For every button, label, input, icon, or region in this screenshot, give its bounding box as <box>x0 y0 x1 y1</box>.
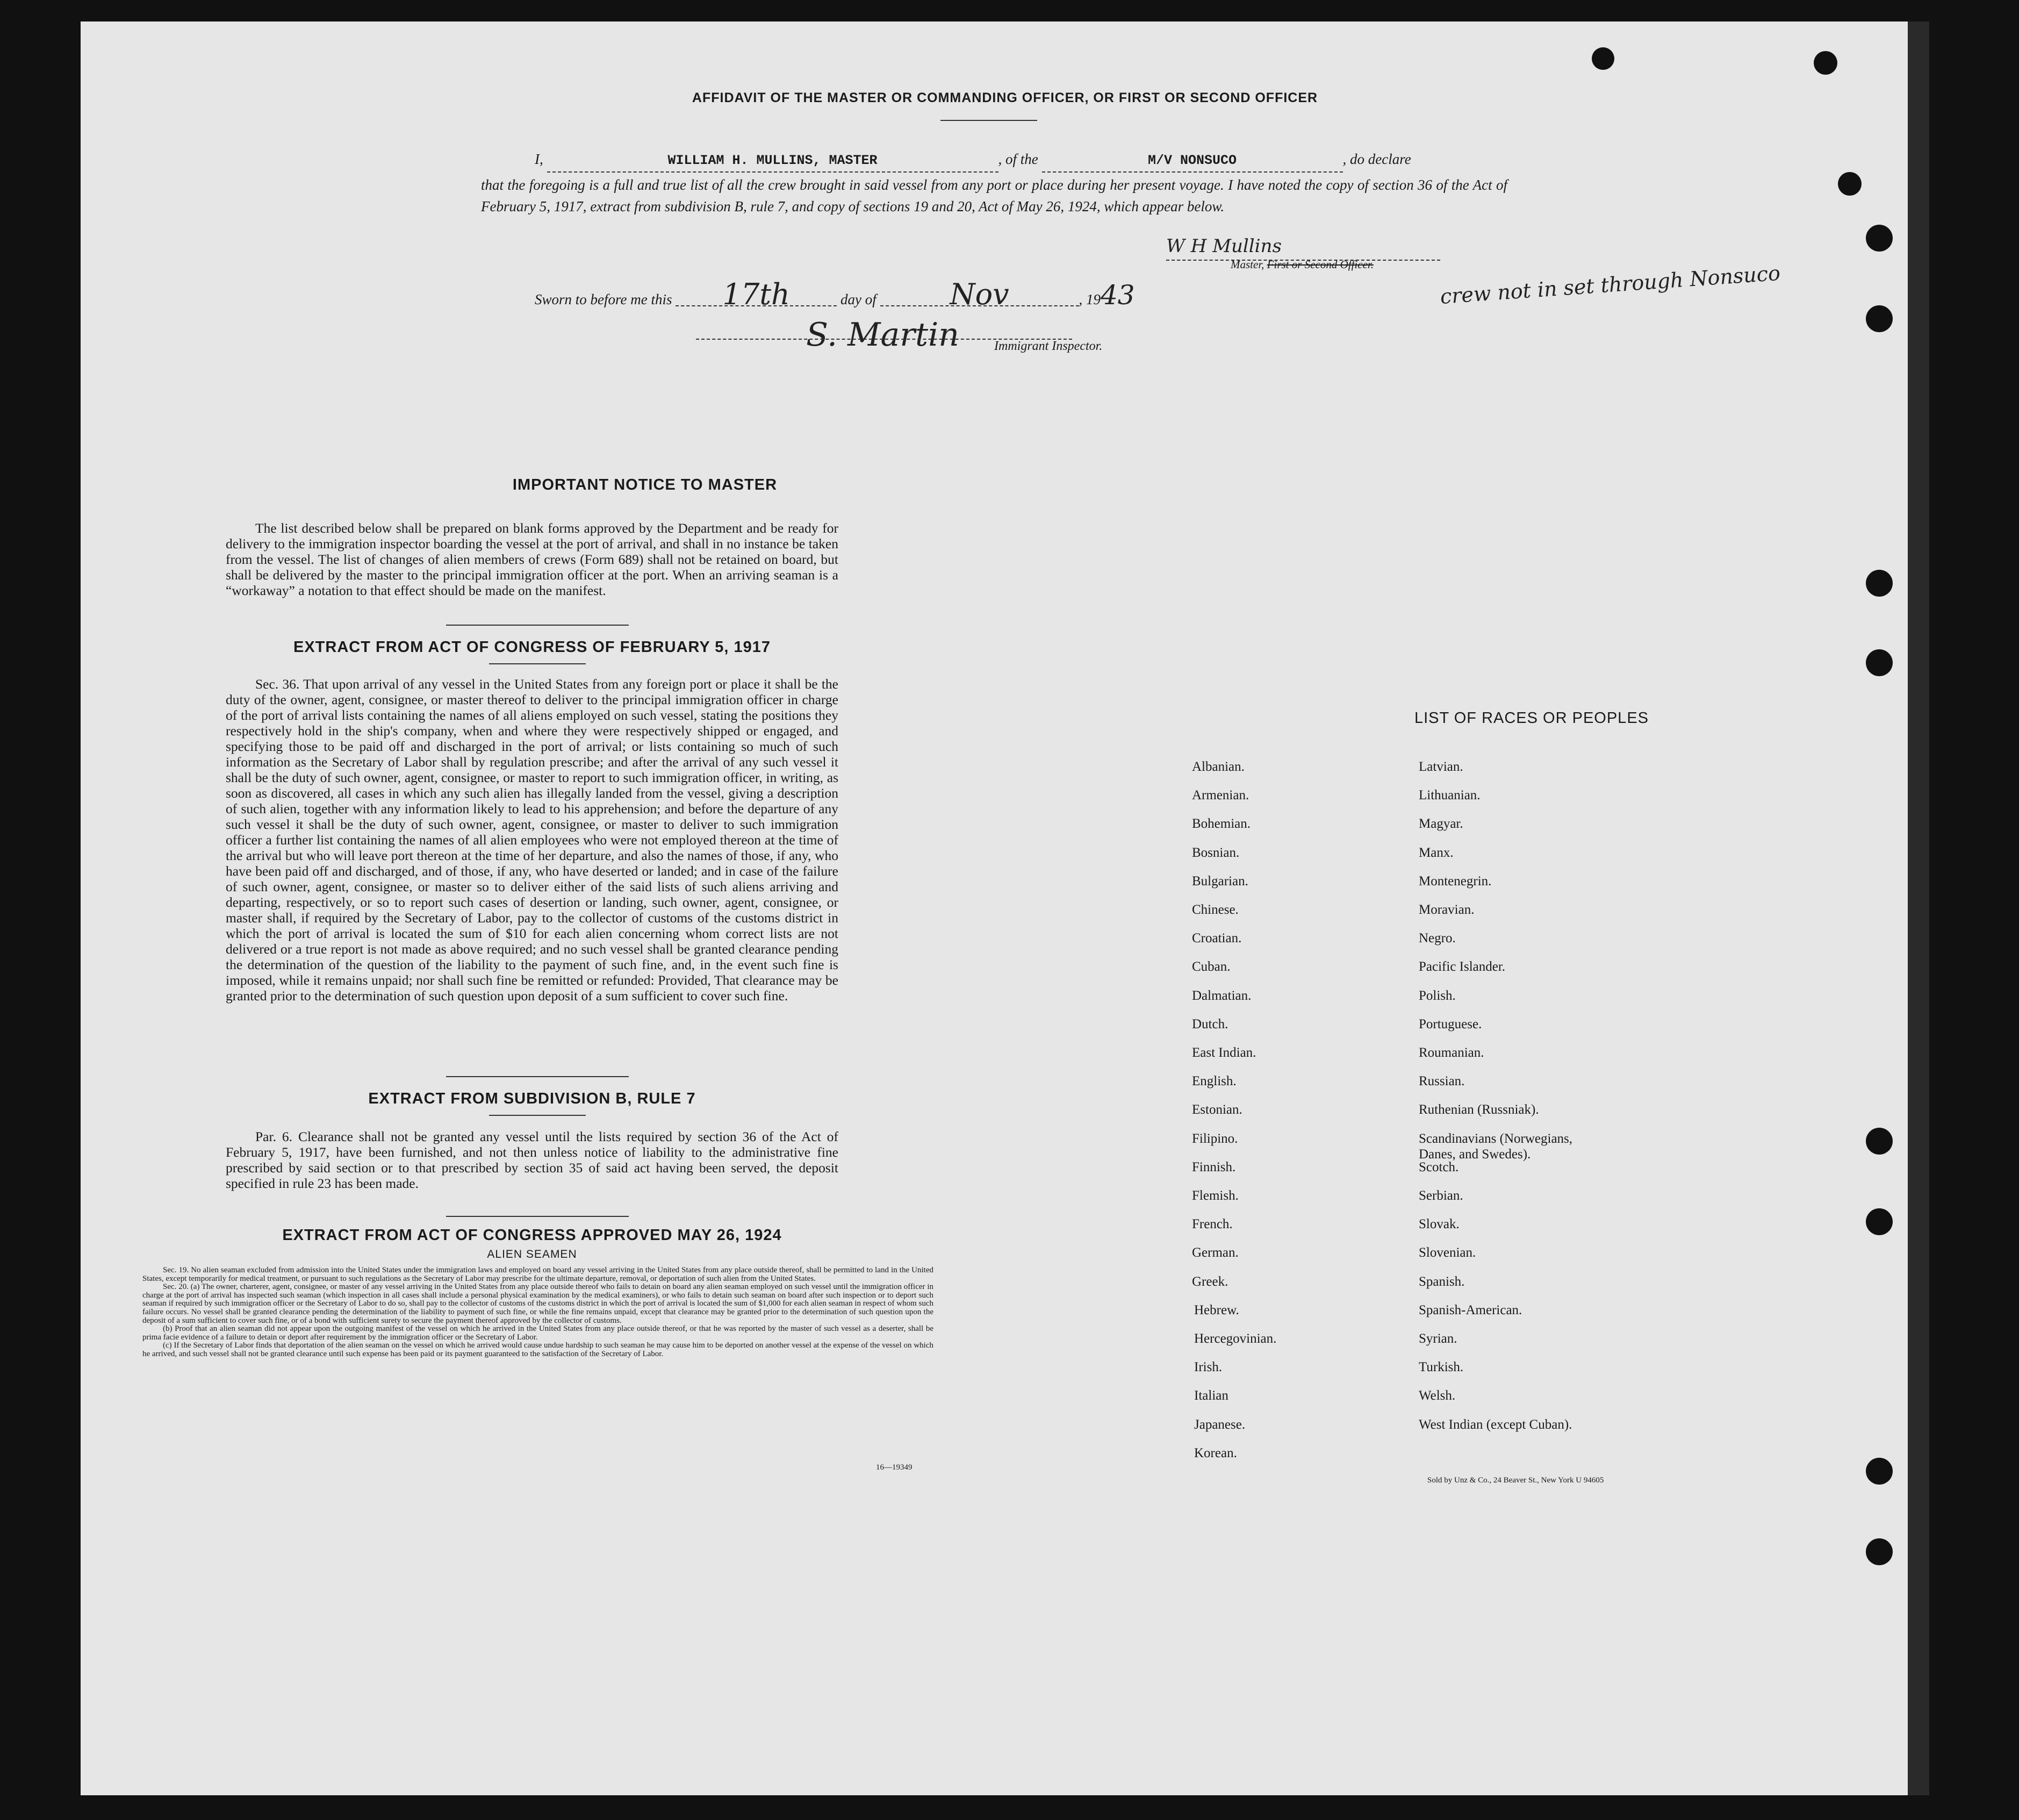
race-item: Croatian. <box>1192 931 1242 946</box>
race-item: East Indian. <box>1192 1045 1256 1060</box>
race-item: Moravian. <box>1419 902 1475 917</box>
punch-hole <box>1866 1538 1893 1565</box>
sworn-line <box>535 277 1233 311</box>
race-item: Dutch. <box>1192 1016 1228 1031</box>
race-item: Scandinavians (Norwegians, Danes, and Swedes). <box>1419 1131 1573 1162</box>
master-name-field[interactable]: WILLIAM H. MULLINS, MASTER <box>547 150 998 173</box>
vessel-name-field[interactable]: M/V NONSUCO <box>1042 150 1343 173</box>
race-item: Syrian. <box>1419 1331 1457 1346</box>
race-item: Bohemian. <box>1192 816 1251 832</box>
race-item: Hercegovinian. <box>1194 1331 1277 1346</box>
punch-hole <box>1866 305 1893 332</box>
race-item: Albanian. <box>1192 759 1245 774</box>
sworn-year-field[interactable]: 43 <box>1101 280 1135 311</box>
inspector-label: Immigrant Inspector. <box>994 339 1103 353</box>
race-item: Manx. <box>1419 845 1454 860</box>
inspector-signature: S. Martin <box>806 316 959 354</box>
punch-hole <box>1592 47 1614 70</box>
printer-note: Sold by Unz & Co., 24 Beaver St., New York U 94605 <box>1427 1476 1604 1485</box>
sec-20b-paragraph: (b) Proof that an alien seaman did not appear upon the outgoing manifest of the vessel on which he arrived in the United States from any place outside thereof, or that he was reported by the master of such vessel as a deserter, shall be prima facie evidence of a failure to detain or deport after requirement by the immigration officer or the Secretary of Labor. <box>142 1324 933 1342</box>
section-rule <box>489 663 586 664</box>
punch-hole <box>1866 1208 1893 1235</box>
race-item: Bulgarian. <box>1192 873 1248 888</box>
race-item: Magyar. <box>1419 816 1463 832</box>
sworn-day-field[interactable]: 17th <box>676 284 837 306</box>
master-label-struck: First or Second Officer. <box>1267 258 1374 271</box>
race-item: Flemish. <box>1192 1188 1239 1203</box>
punch-hole <box>1838 172 1862 196</box>
race-item: Armenian. <box>1192 788 1249 803</box>
extract-rule7-heading: EXTRACT FROM SUBDIVISION B, RULE 7 <box>368 1090 696 1107</box>
race-item: Dalmatian. <box>1192 988 1252 1003</box>
alien-seamen-subheading: ALIEN SEAMEN <box>487 1248 577 1260</box>
sec-20a-paragraph: Sec. 20. (a) The owner, charterer, agent, consignee, or master of any vessel arriving in the United States from any place outside thereof who fails to detain on board any alien seaman employed on such vessel until the immigration officer in charge at the port of arrival has inspected such seaman (which inspection in all cases shall include a personal physical examination by the medical examiners), or who fails to detain such seaman on board after such inspection or to deport such seaman if required by such immigration officer or the Secretary of Labor to do so, shall pay to the collector of customs of the customs district in which the port of arrival is located the sum of $1,000 for each alien seaman in respect of whom such failure occurs. No vessel shall be granted clearance pending the determination of the liability to payment of such fine, or while the fine remains unpaid, except that clearance may be granted prior to the determination of such question upon the deposit of a sum sufficient to cover such fine, or of a bond with sufficient surety to secure the payment thereof approved by the collector of customs. <box>142 1282 933 1325</box>
punch-hole <box>1866 570 1893 597</box>
i-label: I, <box>535 151 543 167</box>
race-item: German. <box>1192 1245 1239 1260</box>
punch-hole <box>1866 225 1893 252</box>
race-item: Japanese. <box>1194 1417 1246 1432</box>
extract-rule7-text <box>226 1129 838 1191</box>
race-item: Korean. <box>1194 1445 1237 1460</box>
race-item: Spanish. <box>1419 1274 1465 1289</box>
declaration-text: that the foregoing is a full and true list of all the crew brought in said vessel from any port or place during her present voyage. I have noted the copy of section 36 of the Act of February 5, 1917, extract from subdivision B, rule 7, and copy of sections 19 and 20, Act of May 26, 1924, which appear below. <box>481 177 1507 214</box>
race-item: Estonian. <box>1192 1102 1242 1117</box>
section-rule <box>446 1076 629 1077</box>
race-item: Latvian. <box>1419 759 1463 774</box>
punch-hole <box>1866 1458 1893 1485</box>
section-rule <box>489 1115 586 1116</box>
affidavit-fill-line <box>535 148 1610 173</box>
master-label: Master, <box>1231 258 1267 271</box>
race-item: French. <box>1192 1217 1233 1232</box>
master-label-block <box>1231 258 1374 271</box>
race-item: Roumanian. <box>1419 1045 1484 1060</box>
race-item: Serbian. <box>1419 1188 1463 1203</box>
race-item: Pacific Islander. <box>1419 959 1506 975</box>
race-item: Finnish. <box>1192 1159 1236 1174</box>
affidavit-title: AFFIDAVIT OF THE MASTER OR COMMANDING OFFICER, OR FIRST OR SECOND OFFICER <box>692 90 1318 105</box>
race-item: Welsh. <box>1419 1388 1456 1403</box>
race-item: Irish. <box>1194 1360 1223 1375</box>
year-prefix: , 19 <box>1079 291 1101 307</box>
race-item: Italian <box>1194 1388 1228 1403</box>
extract-1917-heading: EXTRACT FROM ACT OF CONGRESS OF FEBRUARY 5, 1917 <box>293 639 771 656</box>
race-item: Greek. <box>1192 1274 1228 1289</box>
race-item: Filipino. <box>1192 1131 1238 1146</box>
race-item: Russian. <box>1419 1074 1465 1089</box>
race-item: Chinese. <box>1192 902 1239 917</box>
extract-1924-heading: EXTRACT FROM ACT OF CONGRESS APPROVED MAY 26, 1924 <box>282 1227 782 1244</box>
punch-hole <box>1866 649 1893 676</box>
title-rule <box>940 120 1037 121</box>
extract-1917-text <box>226 676 838 1004</box>
race-item: English. <box>1192 1074 1237 1089</box>
sworn-label: Sworn to before me this <box>535 291 672 307</box>
punch-hole <box>1814 51 1837 75</box>
race-item: Cuban. <box>1192 959 1231 975</box>
race-item: Turkish. <box>1419 1360 1464 1375</box>
race-item: Scotch. <box>1419 1159 1459 1174</box>
section-rule <box>446 1216 629 1217</box>
race-item: Slovak. <box>1419 1217 1460 1232</box>
sec-19-paragraph: Sec. 19. No alien seaman excluded from admission into the United States under the immigration laws and employed on board any vessel arriving in the United States from any place outside thereof, shall be permitted to land in the United States, except temporarily for medical treatment, or pursuant to such regulations as the Secretary of Labor may prescribe for the ultimate departure, removal, or deportation of such alien from the United States. <box>142 1266 933 1283</box>
section-rule <box>446 625 629 626</box>
race-item: Hebrew. <box>1194 1302 1239 1317</box>
notice-text <box>226 520 838 598</box>
sec-20c-paragraph: (c) If the Secretary of Labor finds that deportation of the alien seaman on the vessel on which he arrived would cause undue hardship to such seaman he may cause him to be deported on another vessel at the expense of the vessel on which he arrived, and such vessel shall not be granted clearance until such expense has been paid or its payment guaranteed to the satisfaction of the Secretary of Labor. <box>142 1341 933 1358</box>
race-item: Montenegrin. <box>1419 873 1492 888</box>
race-item: Ruthenian (Russniak). <box>1419 1102 1539 1117</box>
of-the-label: , of the <box>998 151 1038 167</box>
sworn-month-field[interactable]: Nov <box>880 284 1079 306</box>
punch-hole <box>1866 1128 1893 1155</box>
page-edge-shadow <box>1908 22 1929 1795</box>
race-item: Negro. <box>1419 931 1456 946</box>
master-signature: W H Mullins <box>1166 235 1282 257</box>
extract-1924-text <box>142 1266 933 1359</box>
race-item: Lithuanian. <box>1419 788 1481 803</box>
do-declare-label: , do declare <box>1342 151 1411 167</box>
race-item: West Indian (except Cuban). <box>1419 1417 1572 1432</box>
races-heading: LIST OF RACES OR PEOPLES <box>1414 710 1649 727</box>
par-6-paragraph: Par. 6. Clearance shall not be granted any vessel until the lists required by section 36 of the Act of February 5, 1917, have been furnished, and not then unless notice of liability to the administrative fine prescribed by said section or to that prescribed by section 35 of said act having been served, the deposit specified in rule 23 has been made. <box>226 1129 838 1191</box>
race-item: Bosnian. <box>1192 845 1240 860</box>
notice-heading: IMPORTANT NOTICE TO MASTER <box>512 476 778 493</box>
day-of-label: day of <box>840 291 876 307</box>
race-item: Polish. <box>1419 988 1456 1003</box>
race-item: Slovenian. <box>1419 1245 1476 1260</box>
race-item: Spanish-American. <box>1419 1302 1522 1317</box>
sec-36-paragraph: Sec. 36. That upon arrival of any vessel in the United States from any foreign port or place it shall be the duty of the owner, agent, consignee, or master thereof to deliver to the principal immigration officer in charge of the port of arrival lists containing the names of all aliens employed on such vessel, stating the positions they respectively hold in the ship's company, when and where they were respectively shipped or engaged, and specifying those to be paid off and discharged in the port of arrival; or lists containing so much of such information as the Secretary of Labor shall by regulation prescribe; and after the arrival of any such vessel it shall be the duty of such owner, agent, consignee, or master to report to such immigration officer, in writing, as soon as discovered, all cases in which any such alien has illegally landed from the vessel, giving a description of such alien, together with any information likely to lead to his apprehension; and before the departure of any such vessel it shall be the duty of such owner, agent, consignee, or master to deliver to such immigration officer a further list containing the names of all alien employees who were not employed thereon at the time of the arrival but who will leave port thereon at the time of her departure, and also the names of those, if any, who have been paid off and discharged, and of those, if any, who have deserted or landed; and in case of the failure of such owner, agent, consignee, or master so to deliver either of the said lists of such aliens arriving and departing, respectively, or so to report such cases of desertion or landing, such owner, agent, consignee, or master shall, if required by the Secretary of Labor, pay to the collector of customs of the customs district in which the port of arrival is located the sum of $10 for each alien concerning whom correct lists are not delivered or a true report is not made as above required; and no such vessel shall be granted clearance pending the determination of the question of the liability to the payment of such fine, and, in the event such fine is imposed, while it remains unpaid; nor shall such fine be remitted or refunded: Provided, That clearance may be granted prior to the determination of such question upon deposit of a sum sufficient to cover such fine. <box>226 676 838 1004</box>
notice-paragraph: The list described below shall be prepared on blank forms approved by the Department and be ready for delivery to the immigration inspector boarding the vessel at the port of arrival, and shall in no instance be taken from the vessel. The list of changes of alien members of crews (Form 689) shall not be retained on board, but shall be delivered by the master to the principal immigration officer at the port. When an arriving seaman is a “workaway” a notation to that effect should be made on the manifest. <box>226 520 838 598</box>
race-item: Portuguese. <box>1419 1016 1482 1031</box>
document-page <box>81 22 1929 1795</box>
margin-note: crew not in set through Nonsuco <box>1439 261 1781 309</box>
form-number: 16—19349 <box>876 1463 912 1472</box>
